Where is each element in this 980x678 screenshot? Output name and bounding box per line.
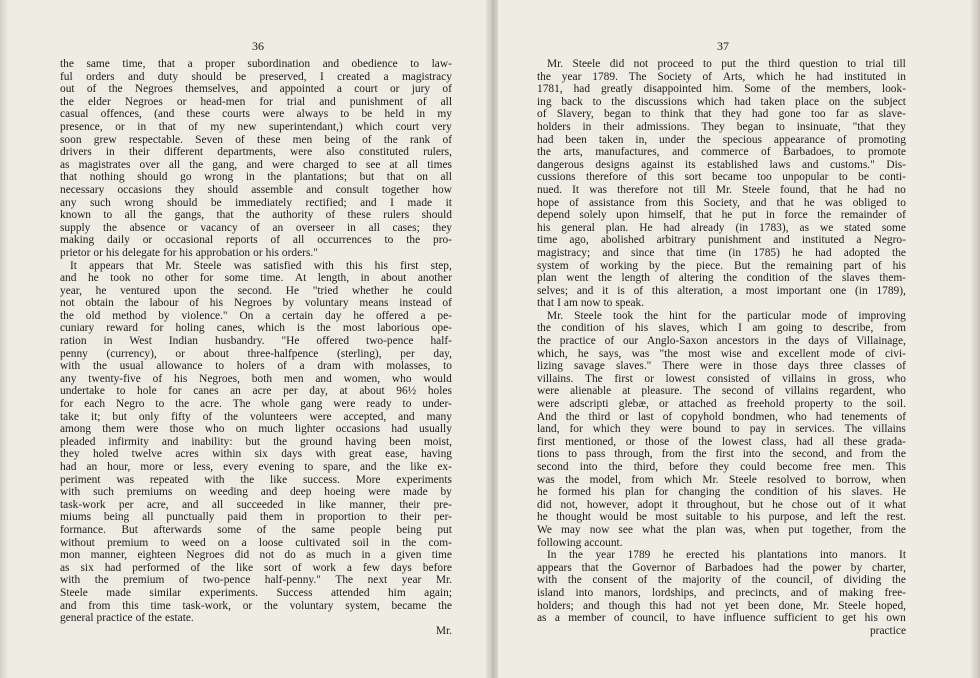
- text-line: casual offences, (and these courts were always to be held in my: [60, 108, 452, 121]
- text-line: island into manors, lordships, and precincts, and of making free-: [537, 586, 906, 599]
- text-line: appears that the Governor of Barbadoes had the power by charter,: [537, 561, 906, 574]
- text-line: pleaded infirmity and inability: but the ground having been moist,: [60, 435, 452, 448]
- text-line: that nothing should go wrong in the plantations; but that on all: [60, 171, 452, 184]
- right-page: [537, 39, 906, 637]
- left-page: [60, 39, 452, 637]
- text-line: cuniary reward for holing canes, which is the most laborious ope-: [60, 322, 452, 335]
- text-line: In the year 1789 he erected his plantations into manors. It: [547, 549, 906, 562]
- text-line: known to all the gangs, that the authority of these rulers should: [60, 209, 452, 222]
- left-page-text: [60, 58, 452, 637]
- text-line: plan went the length of altering the condition of the slaves them-: [537, 272, 906, 285]
- text-line: the practice of our Anglo-Saxon ancestors in the days of Villainage,: [537, 335, 906, 348]
- text-line: take it; but only fifty of the volunteers were accepted, and many: [60, 410, 452, 423]
- text-line: time ago, abolished arbitrary punishment and instituted a Negro-: [537, 234, 906, 247]
- text-line: following account.: [537, 536, 623, 549]
- text-line: general practice of the estate.: [60, 612, 194, 625]
- text-line: as magistrates over all the gang, and were charged to see at all times: [60, 158, 452, 171]
- text-line: year, he ventured upon the second. He "tried whether he could: [60, 284, 452, 297]
- text-line: of Slavery, began to think that they had gone too far as slave-: [537, 108, 906, 121]
- text-line: Mr. Steele took the hint for the particular mode of improving: [547, 309, 906, 322]
- text-line: did not, however, adopt it throughout, but he chose out of it what: [537, 498, 906, 511]
- text-line: had an hour, more or less, every evening to spare, and the like ex-: [60, 461, 452, 473]
- page-number-right: 37: [717, 39, 729, 53]
- text-line: formance. But afterwards some of the same people being put: [60, 523, 452, 536]
- text-line: system of working by the piece. But the remaining part of his: [537, 259, 906, 272]
- text-line: with the consent of the majority of the council, of dividing the: [537, 574, 906, 587]
- text-line: ing back to the discussions which had taken place on the subject: [537, 95, 906, 108]
- text-line: And the third or last of copyhold bondmen, who had tenements of: [537, 410, 906, 423]
- text-line: Mr. Steele did not proceed to put the third question to trial till: [547, 58, 906, 70]
- text-line: Steele made similar experiments. Success attended him again;: [60, 586, 452, 599]
- text-line: any twenty-five of his Negroes, both men and women, who would: [60, 372, 452, 385]
- text-line: were alienable at pleasure. The second of villains regardent, who: [537, 385, 906, 398]
- text-line: selves; and it is of this alteration, a most important one (in 1789),: [537, 284, 906, 297]
- text-line: among them were those who on much lighter occasions had usually: [60, 423, 452, 436]
- text-line: which, he says, was "the most wise and excellent mode of civi-: [537, 347, 906, 360]
- text-line: magistracy; and since that time (in 1785) he had adopted the: [537, 246, 906, 259]
- text-line: land, for which they were bound to pay in services. The villains: [537, 423, 906, 436]
- text-line: It appears that Mr. Steele was satisfied with this his first step,: [70, 259, 452, 272]
- text-line: they holed twelve acres within six days with great ease, having: [60, 448, 452, 461]
- text-line: dangerous designs against its established laws and customs." Dis-: [537, 158, 906, 171]
- text-line: villains. The first or lowest consisted of villains in gross, who: [537, 372, 906, 385]
- page-number-left: 36: [252, 39, 264, 53]
- text-line: necessary occasions they should assemble and consult together how: [60, 183, 452, 196]
- text-line: with the usual allowance to holers of a dram with molasses, to: [60, 360, 452, 373]
- text-line: hope of assistance from this Society, and that he was obliged to: [537, 196, 906, 209]
- text-line: without premium to weed on a loose cultivated soil in the com-: [60, 536, 452, 549]
- text-line: he formed his plan for changing the condition of his slaves. He: [537, 486, 906, 499]
- text-line: miums being all punctually paid them in proportion to their per-: [60, 511, 452, 524]
- text-line: ration in West Indian husbandry. "He offered two-pence half-: [60, 335, 452, 348]
- text-line: cussions therefore of this sort became too unpopular to be conti-: [537, 171, 906, 184]
- text-line: 1781, had greatly disappointed him. Some of the members, look-: [537, 83, 906, 96]
- text-line: he thought would be most suitable to his purpose, and left the rest.: [537, 511, 906, 524]
- text-line: presence, or in that of my new superintendant,) which court very: [60, 120, 452, 133]
- text-line: lizing savage slaves." There were in those days three classes of: [537, 360, 906, 373]
- text-line: had been taken in, under the specious appearance of promoting: [537, 133, 906, 146]
- text-line: ful orders and duty should be preserved, I created a magistracy: [60, 70, 452, 83]
- text-line: supply the absence or vacancy of an overseer in all cases; they: [60, 221, 452, 234]
- text-line: that I am now to speak.: [537, 297, 645, 310]
- text-line: first mentioned, or those of the lowest class, had all these grada-: [537, 435, 906, 448]
- text-line: his general plan. He had already (in 1783), as we stated some: [537, 221, 906, 234]
- text-line: the elder Negroes or head-men for trial and punishment of all: [60, 95, 452, 108]
- text-line: penny (currency), or about three-halfpence (sterling), per day,: [60, 347, 452, 360]
- text-line: prietor or his delegate for his approbation or his orders.": [60, 246, 318, 259]
- text-line: nued. It was therefore not till Mr. Steele found, that he had no: [537, 183, 906, 196]
- right-page-text: [537, 58, 906, 637]
- text-line: We may now see what the plan was, when put together, from the: [537, 523, 906, 536]
- text-line: and from this time task-work, or the voluntary system, became the: [60, 599, 452, 612]
- text-line: soon grew respectable. Seven of these men being of the rank of: [60, 133, 452, 146]
- text-line: holders in their admissions. They began to insinuate, "that they: [537, 120, 906, 133]
- text-line: not obtain the labour of his Negroes by voluntary means instead of: [60, 297, 452, 310]
- text-line: as six had performed of the like sort of work a few days before: [60, 561, 452, 574]
- text-line: was the model, from which Mr. Steele resolved to borrow, when: [537, 473, 906, 486]
- text-line: as a member of council, to have influence sufficient to get his own: [537, 612, 906, 625]
- text-line: were adscripti glebæ, or attached as freehold property to the soil.: [537, 398, 906, 411]
- text-line: with the premium of two-pence half-penny." The next year Mr.: [60, 574, 452, 587]
- text-line: task-work per acre, and all succeeded in like manner, their pre-: [60, 498, 452, 511]
- text-line: the arts, manufactures, and commerce of Barbadoes, to promote: [537, 146, 906, 159]
- text-line: the same time, that a proper subordination and obedience to law-: [60, 58, 452, 70]
- text-line: tions to pass through, from the first into the second, and from the: [537, 448, 906, 461]
- left-page-edge: [0, 0, 8, 678]
- text-line: the old method by violence." On a certain day he offered a pe-: [60, 309, 452, 322]
- text-line: drivers in their different departments, were also constituted rulers,: [60, 146, 452, 159]
- right-page-edge: [970, 0, 980, 678]
- text-line: second into the third, before they could become free men. This: [537, 461, 906, 473]
- text-line: for each Negro to the acre. The whole gang were ready to under-: [60, 398, 452, 411]
- text-line: any such wrong should be immediately rectified; and I made it: [60, 196, 452, 209]
- text-line: making daily or occasional reports of all occurrences to the pro-: [60, 234, 452, 247]
- catchword: Mr.: [435, 624, 452, 637]
- text-line: out of the Negroes themselves, and appointed a court or jury of: [60, 83, 452, 96]
- text-line: mon manner, eighteen Negroes did not do as much in a given time: [60, 549, 452, 562]
- text-line: depend solely upon himself, that he put in force the remainder of: [537, 209, 906, 222]
- catchword: practice: [869, 624, 906, 637]
- text-line: with such premiums on weeding and deep hoeing were made by: [60, 486, 452, 499]
- text-line: holders; and though this had not yet been done, Mr. Steele hoped,: [537, 599, 906, 612]
- text-line: periment was repeated with the like success. More experiments: [60, 473, 452, 486]
- text-line: the condition of his slaves, which I am going to describe, from: [537, 322, 906, 335]
- book-gutter: [486, 0, 498, 678]
- text-line: and he took no other for some time. At length, in about another: [60, 272, 452, 285]
- text-line: undertake to hole for canes an acre per day, at about 96½ holes: [60, 385, 452, 398]
- text-line: the year 1789. The Society of Arts, which he had instituted in: [537, 70, 906, 83]
